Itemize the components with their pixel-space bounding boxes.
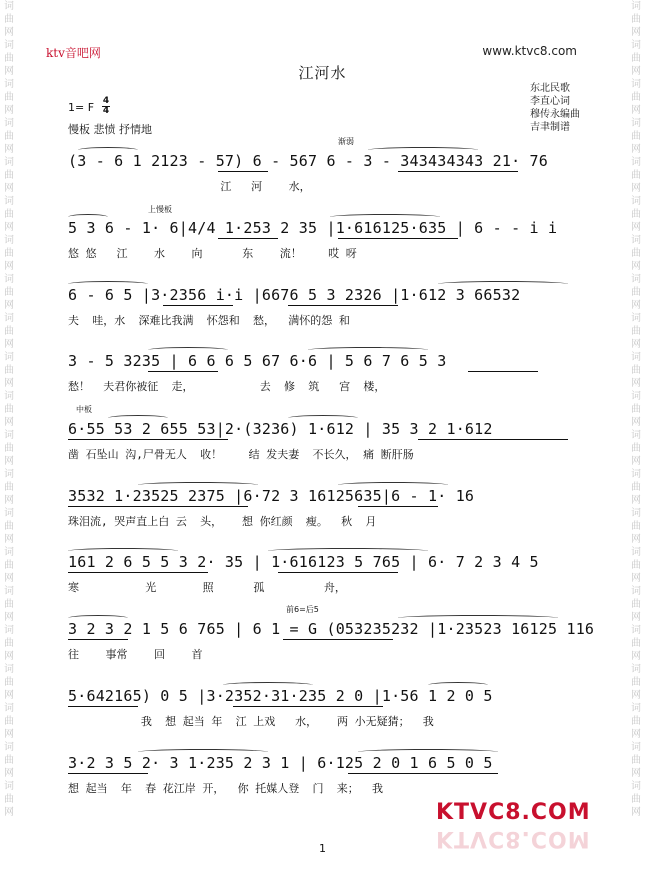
ktvc8-logo-reflection: KTVC8.COM: [436, 826, 591, 851]
lyrics: 往 事常 回 首: [68, 648, 203, 661]
credit-lyricist: 李直心词: [530, 96, 570, 107]
notation: 6 - 6 5 |3·2356 i·i |6676 5 3 2326 |1·612 3 66532: [68, 286, 521, 304]
notation: 3 - 5 3235 | 6 6 6 5 67 6·6 | 5 6 7 6 5 3: [68, 352, 447, 370]
right-watermark: 词曲网词曲网词曲网词曲网词曲网词曲网词曲网词曲网词曲网词曲网词曲网词曲网词曲网词曲网词曲网词曲网词曲网词曲网词曲网词曲网词曲网: [631, 1, 641, 818]
time-signature-top: 4: [102, 96, 110, 106]
notation: 5 3 6 - 1· 6|4/4 1·253 2 35 |1·616125·635 | 6 - - i i: [68, 219, 558, 237]
time-signature: [102, 97, 110, 116]
lyrics: 寒 光 照 孤 舟，: [68, 581, 346, 594]
credit-origin: 东北民歌: [530, 83, 570, 94]
notation: 3·2 3 5 2· 3 1·235 2 3 1 | 6·125 2 0 1 6 5 0 5: [68, 754, 493, 772]
medium-tempo-mark: 中板: [76, 405, 92, 414]
credit-arranger: 穆传永编曲: [530, 109, 580, 120]
lyrics: 想 起当 年 春 花江岸 开， 你 托媒人登 门 来； 我: [68, 782, 383, 795]
lyrics: 愁！ 夫君你被征 走， 去 修 筑 宫 楼，: [68, 380, 386, 393]
notation: 5·642165) 0 5 |3·2352·31·235 2 0 |1·56 1 2 0 5: [68, 687, 493, 705]
modulation-mark: 前6=后5: [286, 605, 319, 614]
notation: 3532 1·23525 2375 |6·72 3 16125635|6 - 1· 16: [68, 487, 475, 505]
key-signature: 1= F: [68, 101, 95, 114]
ktvc8-logo[interactable]: KTVC8.COM: [436, 800, 591, 825]
lyrics: 夫 哇，水 深难比我满 怀怨和 愁， 满怀的怨 和: [68, 314, 350, 327]
notation: 6·55 53 2 655 53|2·(3236) 1·612 | 35 3 2 1·612: [68, 420, 493, 438]
site-url-right[interactable]: www.ktvc8.com: [482, 44, 577, 58]
time-signature-bottom: 4: [102, 106, 110, 116]
credits-block: [530, 82, 580, 134]
notation: 161 2 6 5 5 3 2· 35 | 1·616123 5 765 | 6· 7 2 3 4 5: [68, 553, 539, 571]
lyrics: 我 想 起当 年 江 上戏 水， 两 小无疑猜； 我: [68, 715, 434, 728]
lyrics: 凿 石坠山 沟,尸骨无人 收！ 结 发夫妻 不长久， 痛 断肝肠: [68, 448, 414, 461]
slow-down-mark: 上慢板: [148, 205, 172, 214]
site-name-left[interactable]: ktv音吧网: [46, 46, 101, 60]
credit-transcriber: 吉聿制谱: [530, 122, 570, 133]
notation: (3 - 6 1 2123 - 57) 6 - 567 6 - 3 - 343434343 21· 76: [68, 152, 548, 170]
tempo-marking: 慢板 悲愤 抒情地: [68, 123, 152, 136]
weakening-mark: 渐弱: [338, 137, 354, 146]
lyrics: 悠 悠 江 水 向 东 流！ 哎 呀: [68, 247, 357, 260]
notation: 3 2 3 2 1 5 6 765 | 6 1 = G (053235232 |1·23523 16125 116: [68, 620, 595, 638]
song-title: 江河水: [298, 64, 347, 82]
lyrics: 珠泪流, 哭声直上白 云 头， 想 你红颜 瘦。 秋 月: [68, 515, 377, 528]
left-watermark: 词曲网词曲网词曲网词曲网词曲网词曲网词曲网词曲网词曲网词曲网词曲网词曲网词曲网词曲网词曲网词曲网词曲网词曲网词曲网词曲网词曲网: [4, 1, 14, 818]
page-number: 1: [319, 842, 326, 855]
lyrics: 江 河 水，: [68, 180, 490, 193]
